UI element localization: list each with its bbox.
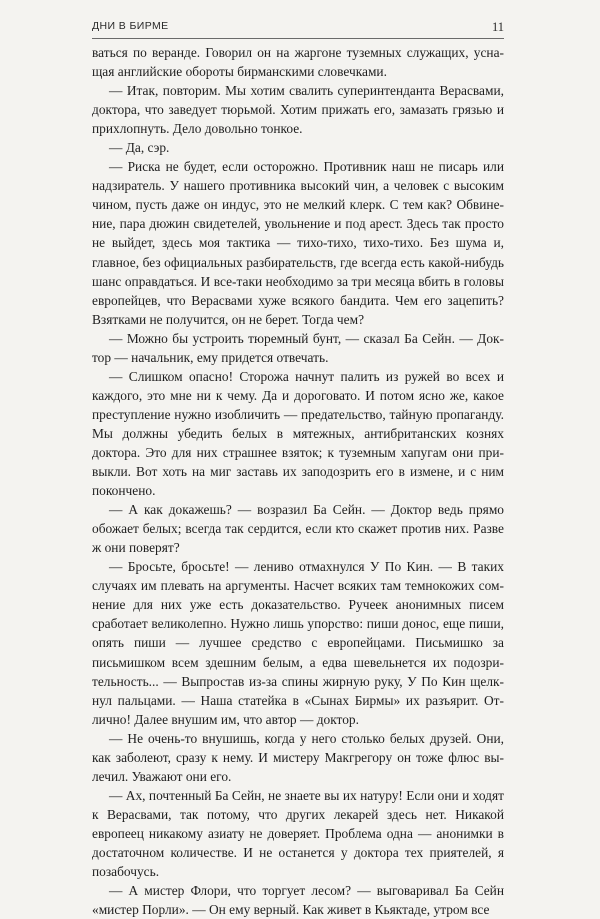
paragraph: — Итак, повторим. Мы хотим свалить суперинтенданта Верасвами, доктора, что заведует тюрьмой. Хотим прижать его, замазать грязью и прихлопнуть. Дело довольно тонкое. — [92, 83, 504, 137]
paragraph: — Бросьте, бросьте! — лениво отмахнулся У По Кин. — В таких случаях им плевать на аргументы. Насчет всяких там темнокожих сомнение для них уже есть доказательство. Ручеек анонимных писем сработает великолепно. Нужно лишь упорство: пиши донос, еще пиши, опять пиши — лучшее средство с европейцами. Письмишко за письмишком всем здешним белым, а едва шевельнется их подозрительность... — Выпростав из-за спины жирную руку, У По Кин щелкнул пальцами. — Наша статейка в «Сынах Бирмы» их разъярит. Отлично! Далее внушим им, что автор — доктор. — [92, 559, 504, 727]
running-title: ДНИ В БИРМЕ — [92, 20, 169, 32]
paragraph: — Риска не будет, если осторожно. Противник наш не писарь или надзиратель. У нашего противника высокий чин, а человек с высоким чином, пусть даже он индус, это не мелкий клерк. С тем как? Обвинение, пара дюжин свидетелей, увольнение и под арест. Здесь так просто не выйдет, здесь моя тактика — тихо-тихо, тихо-тихо. Без шума и, главное, без официальных разбирательств, где всегда есть какой-нибудь шанс оправдаться. И все-таки необходимо за три месяца вбить в головы европейцев, что Верасвами хуже всякого бандита. Чем его зацепить? Взятками не получится, он не берет. Тогда чем? — [92, 159, 504, 327]
page-body — [92, 43, 504, 919]
page-number: 11 — [491, 20, 504, 34]
paragraph: — Слишком опасно! Сторожа начнут палить из ружей во всех и каждого, это мне ни к чему. Да и дороговато. И потом ясно же, какое преступление нужно изобличить — предательство, тайную пропаганду. Мы должны убедить белых в мятежных, антибританских кознях доктора. Это для них страшнее взяток; к туземным хапугам они привыкли. Вот хоть на миг заставь их заподозрить его в измене, и с ним покончено. — [92, 368, 504, 499]
paragraph: — Не очень-то внушишь, когда у него столько белых друзей. Они, как заболеют, сразу к нему. И мистеру Макгрегору он тоже флюс вылечил. Уважают они его. — [92, 730, 504, 784]
header-rule — [92, 38, 504, 39]
paragraph: — А как докажешь? — возразил Ба Сейн. — Доктор ведь прямо обожает белых; всегда так сердится, если кто скажет против них. Разве ж они поверят? — [92, 502, 504, 556]
paragraph: — Да, сэр. — [109, 140, 170, 156]
running-header — [92, 20, 504, 38]
paragraph: — Ах, почтенный Ба Сейн, не знаете вы их натуру! Если они и ходят к Верасвами, так потому, что других лекарей здесь нет. Никакой европеец никакому азиату не доверяет. Проблема одна — анонимки в достаточном количестве. И не останется у доктора тех приятелей, я позабочусь. — [92, 787, 504, 880]
paragraph: ваться по веранде. Говорил он на жаргоне туземных служащих, уснащая английские обороты бирманскими словечками. — [92, 45, 504, 80]
paragraph: — А мистер Флори, что торгует лесом? — выговаривал Ба Сейн «мистер Порли». — Он ему верный. Как живет в Кьяктаде, утром все — [92, 883, 504, 918]
paragraph: — Можно бы устроить тюремный бунт, — сказал Ба Сейн. — Доктор — начальник, ему придется отвечать. — [92, 330, 504, 365]
